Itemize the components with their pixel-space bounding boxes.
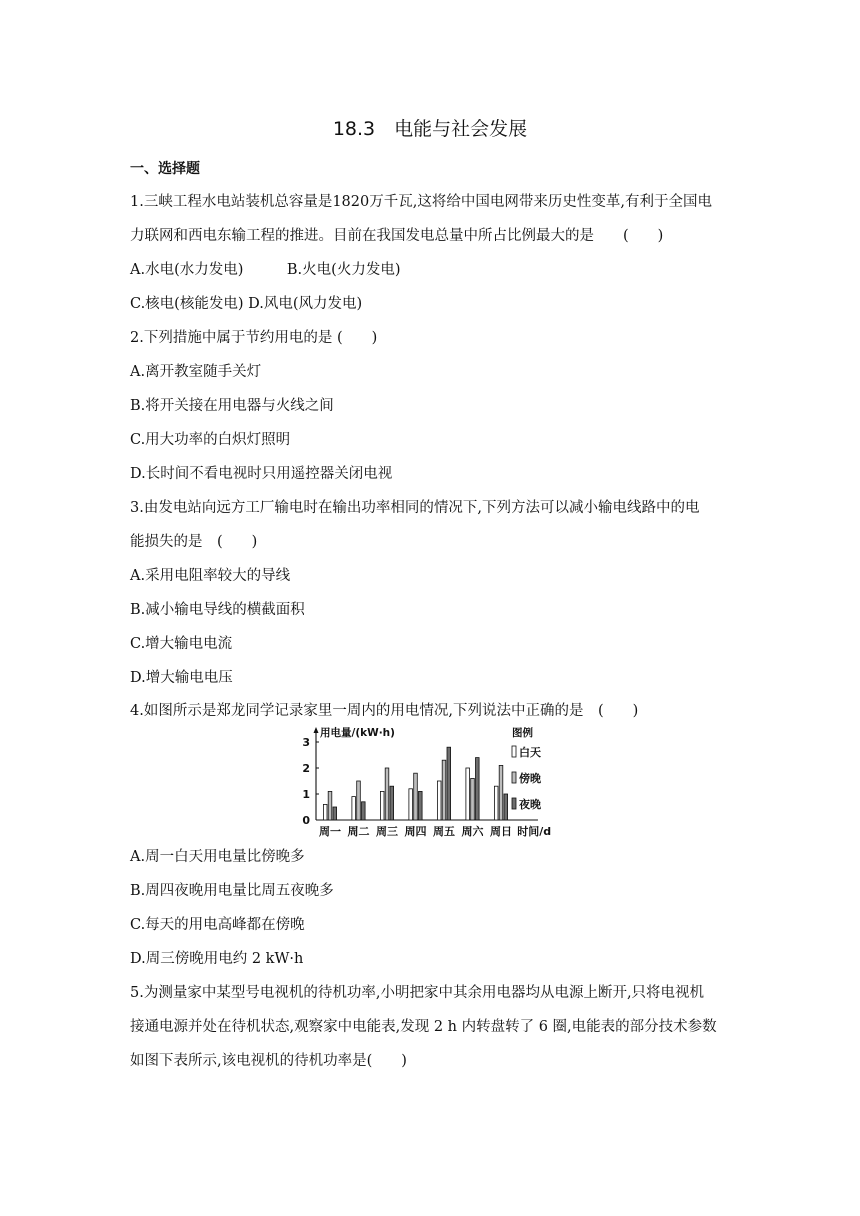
- bar-傍晚: [471, 778, 475, 820]
- q4-option-b: B.周四夜晚用电量比周五夜晚多: [130, 883, 334, 899]
- legend-label: 夜晚: [519, 798, 541, 811]
- legend-swatch-傍晚: [512, 772, 516, 783]
- bar-白天: [352, 797, 356, 820]
- y-tick-label: 3: [302, 736, 310, 749]
- bar-傍晚: [385, 768, 389, 820]
- bar-夜晚: [390, 786, 394, 820]
- bar-傍晚: [328, 791, 332, 820]
- q2-option-d: D.长时间不看电视时只用遥控器关闭电视: [130, 466, 393, 482]
- x-tick-label: 周四: [404, 825, 427, 838]
- y-axis-label: 用电量/(kW·h): [320, 727, 395, 739]
- bar-夜晚: [333, 807, 337, 820]
- q3-option-b: B.减小输电导线的横截面积: [130, 602, 305, 618]
- bar-傍晚: [442, 760, 446, 820]
- y-tick-label: 0: [302, 814, 310, 827]
- q5-stem-line1: 5.为测量家中某型号电视机的待机功率,小明把家中其余用电器均从电源上断开,只将电视机: [130, 985, 705, 1001]
- y-tick-label: 2: [302, 762, 310, 775]
- x-axis-label: 时间/d: [517, 825, 552, 838]
- q1-options-cd: C.核电(核能发电) D.风电(风力发电): [130, 296, 363, 312]
- bar-白天: [409, 789, 413, 820]
- q4-stem: 4.如图所示是郑龙同学记录家里一周内的用电情况,下列说法中正确的是 ( ): [130, 703, 639, 719]
- x-tick-label: 周五: [433, 825, 455, 838]
- q4-option-c: C.每天的用电高峰都在傍晚: [130, 917, 305, 933]
- bar-夜晚: [419, 791, 423, 820]
- x-tick-label: 周日: [490, 825, 512, 838]
- q2-option-b: B.将开关接在用电器与火线之间: [130, 398, 334, 414]
- bar-白天: [380, 791, 384, 820]
- bar-白天: [466, 768, 470, 820]
- legend-swatch-白天: [512, 746, 516, 757]
- bar-夜晚: [504, 794, 508, 820]
- bar-夜晚: [476, 758, 480, 820]
- bar-白天: [437, 781, 441, 820]
- q1-stem-line2: 力联网和西电东输工程的推进。目前在我国发电总量中所占比例最大的是 ( ): [130, 228, 664, 244]
- x-tick-label: 周六: [461, 825, 484, 838]
- q3-option-d: D.增大输电电压: [130, 670, 233, 686]
- q3-stem-line2: 能损失的是 ( ): [130, 534, 258, 550]
- q4-option-d: D.周三傍晚用电约 2 kW·h: [130, 951, 304, 967]
- bar-傍晚: [499, 765, 503, 820]
- q3-option-c: C.增大输电电流: [130, 636, 233, 652]
- x-tick-label: 周二: [347, 825, 370, 838]
- q5-stem-line3: 如图下表所示,该电视机的待机功率是( ): [130, 1053, 407, 1069]
- q1-options-ab: A.水电(水力发电) B.火电(火力发电): [130, 262, 401, 278]
- q2-stem: 2.下列措施中属于节约用电的是 ( ): [130, 330, 378, 346]
- legend-label: 白天: [519, 746, 541, 759]
- y-axis-arrow: [314, 727, 319, 733]
- bar-白天: [323, 804, 327, 820]
- q2-option-a: A.离开教室随手关灯: [130, 364, 262, 380]
- page-title: 18.3 电能与社会发展: [332, 118, 528, 140]
- q3-option-a: A.采用电阻率较大的导线: [130, 568, 291, 584]
- x-tick-label: 周三: [376, 825, 398, 838]
- bar-夜晚: [447, 747, 451, 820]
- q5-stem-line2: 接通电源并处在待机状态,观察家中电能表,发现 2 h 内转盘转了 6 圈,电能表的部分技术参数: [130, 1019, 717, 1035]
- bar-夜晚: [362, 802, 366, 820]
- legend-swatch-夜晚: [512, 798, 516, 809]
- q3-stem-line1: 3.由发电站向远方工厂输电时在输出功率相同的情况下,下列方法可以减小输电线路中的电: [130, 500, 700, 516]
- bar-傍晚: [357, 781, 361, 820]
- bar-白天: [494, 786, 498, 820]
- q4-option-a: A.周一白天用电量比傍晚多: [130, 849, 305, 865]
- q2-option-c: C.用大功率的白炽灯照明: [130, 432, 291, 448]
- legend-title: 图例: [512, 727, 533, 739]
- electricity-usage-chart: [300, 724, 564, 840]
- legend-label: 傍晚: [519, 772, 541, 785]
- q1-stem-line1: 1.三峡工程水电站装机总容量是1820万千瓦,这将给中国电网带来历史性变革,有利于全国电: [130, 194, 712, 210]
- section-heading: 一、选择题: [130, 161, 200, 177]
- bar-傍晚: [414, 773, 418, 820]
- y-tick-label: 1: [302, 788, 310, 801]
- x-tick-label: 周一: [319, 825, 341, 838]
